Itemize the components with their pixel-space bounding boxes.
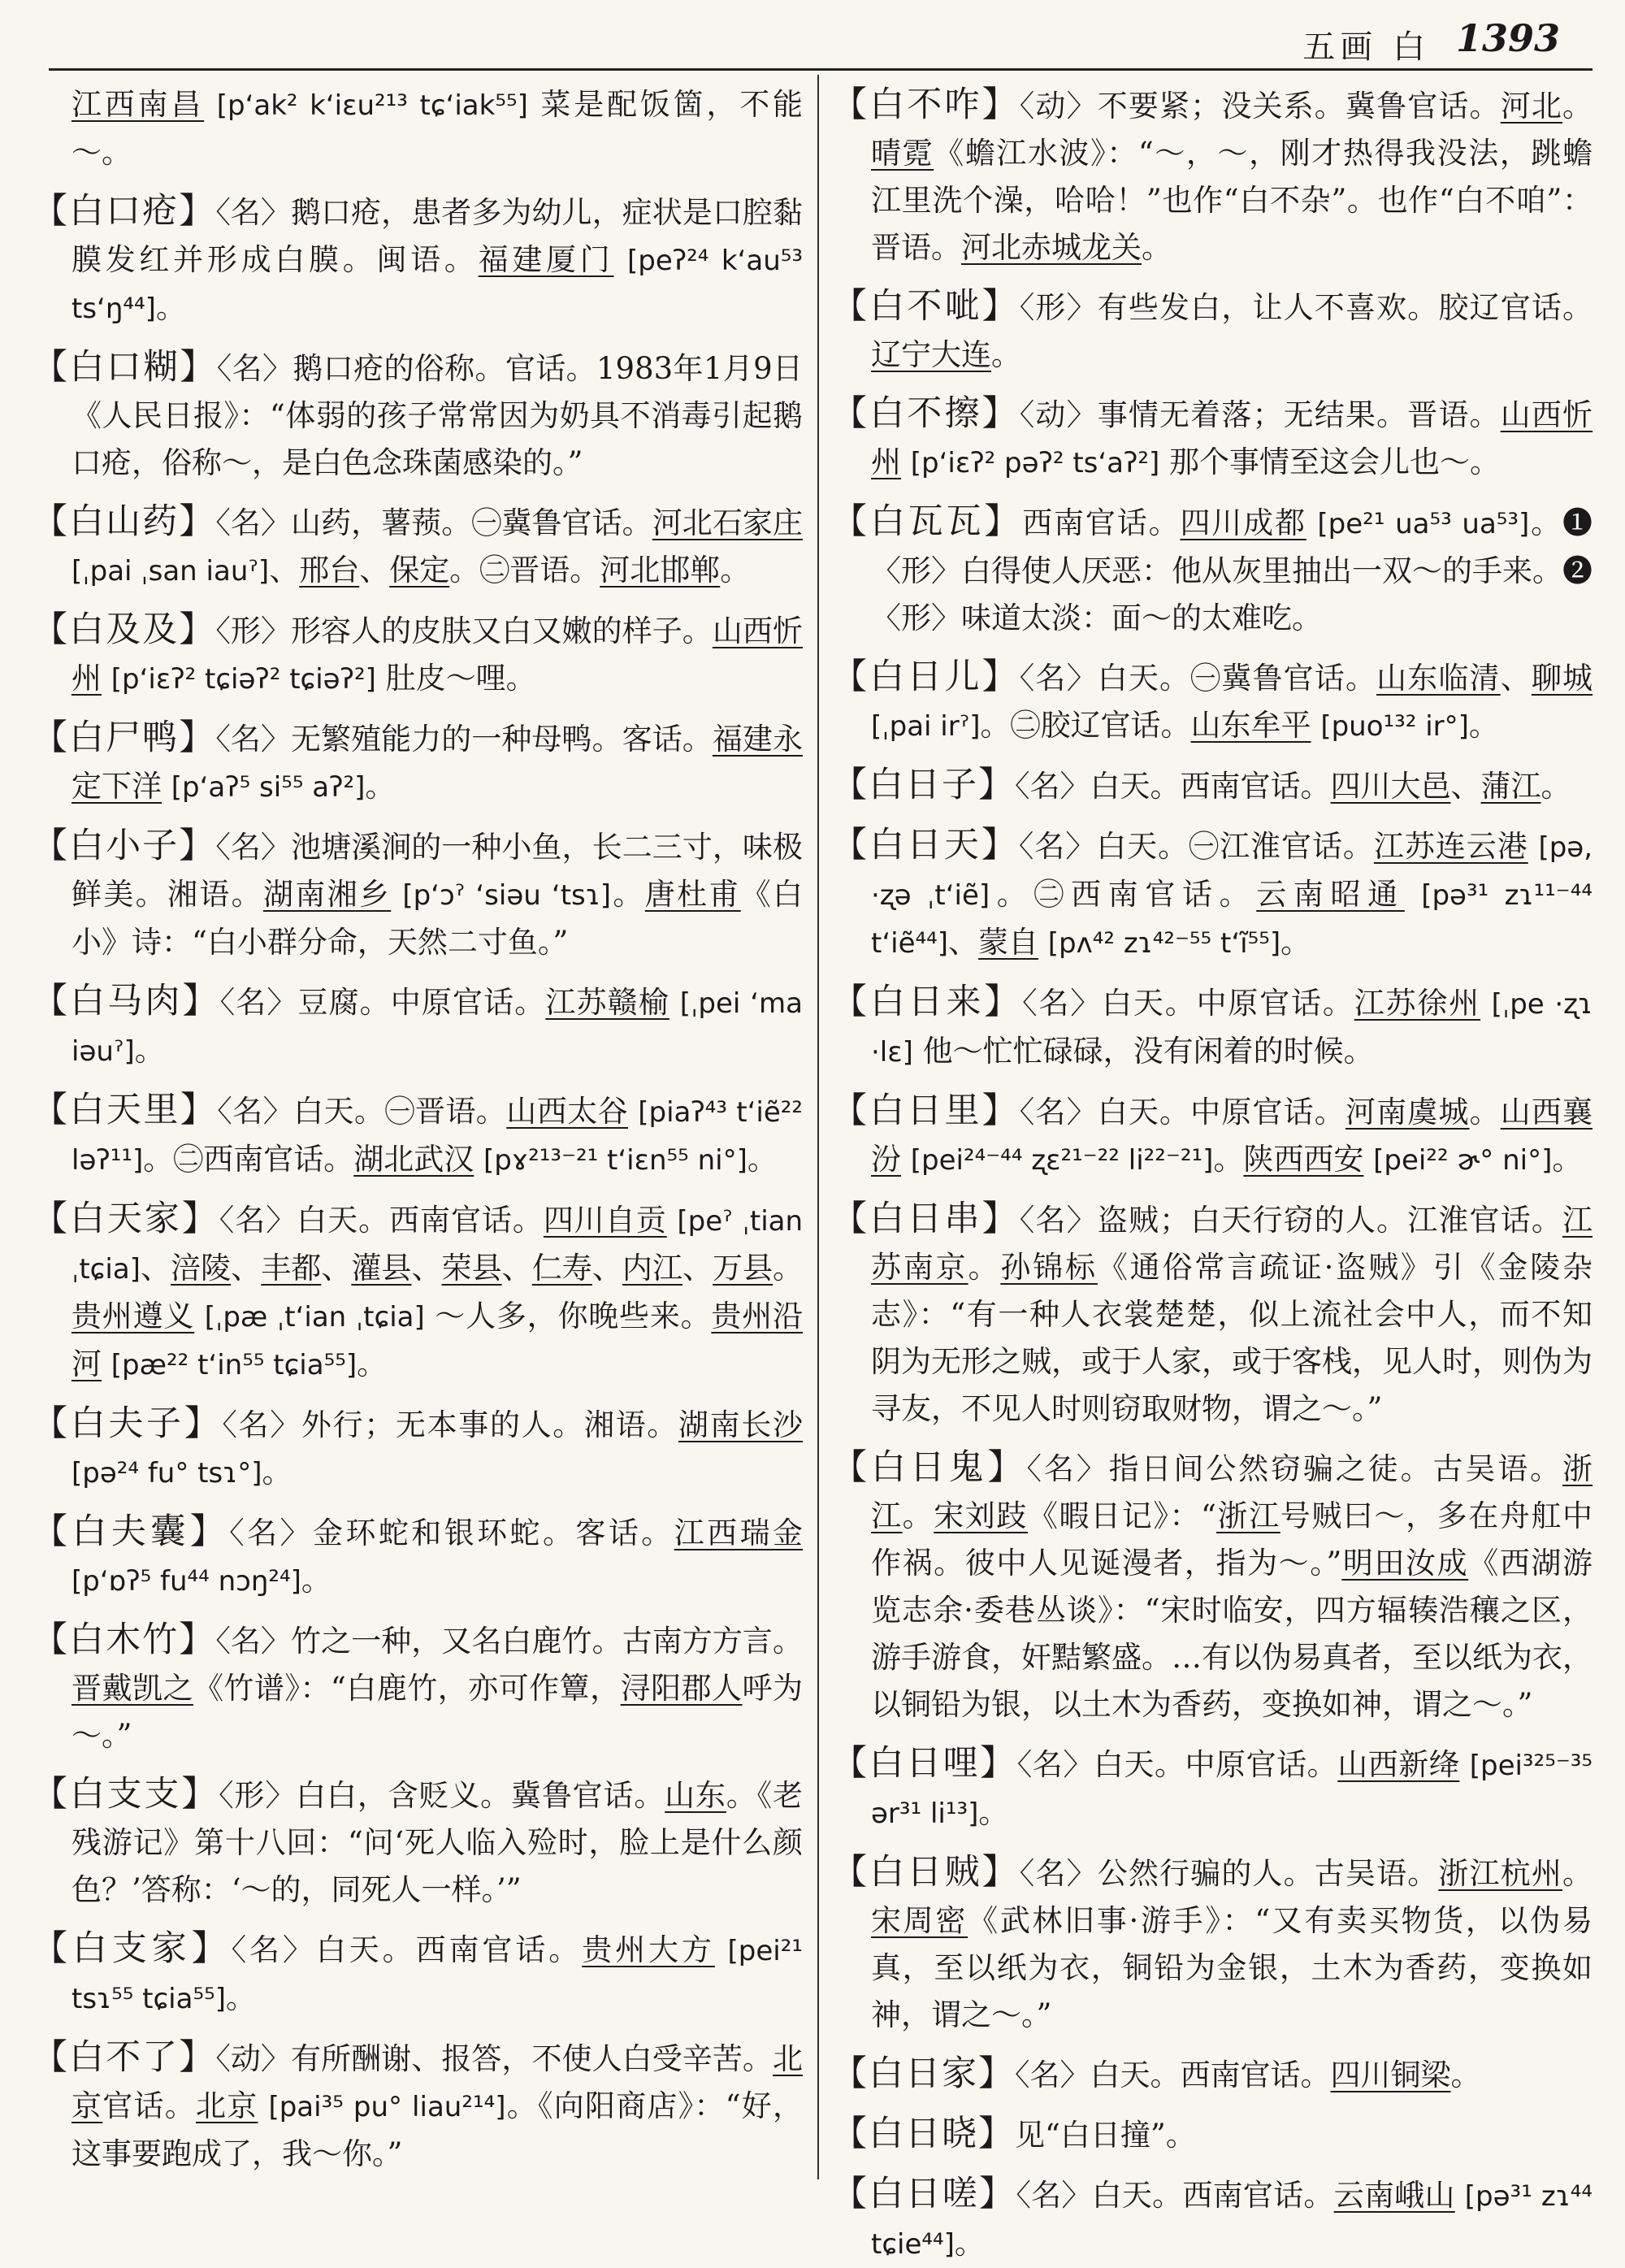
place-name: 仁寿 [531,1251,592,1286]
dictionary-entry [832,2050,1592,2099]
headword: 【白支支】 [32,1774,219,1815]
place-name: 聊城 [1531,661,1593,696]
place-name: 辽宁大连 [871,337,991,372]
place-name: 浙江 [871,1451,1593,1533]
phonetic-transcription: [peʔ²⁴ k‘au⁵³ ts‘ŋ⁴⁴] [72,245,804,325]
place-name: 邢台 [299,553,360,588]
place-name: 晴霓 [871,136,934,171]
place-name: 江西瑞金 [674,1516,804,1550]
place-name: 云南峨山 [1333,2178,1455,2213]
place-name: 内江 [622,1251,682,1286]
phonetic-transcription: [ˌpai ˌsan iauˀ] [72,555,270,588]
dictionary-entry [32,344,803,487]
place-name: 晋戴凯之 [72,1671,193,1706]
headword: 【白支家】 [32,1928,232,1969]
dictionary-entry [32,1925,803,2023]
phonetic-transcription: [ˌpæ ˌt‘ian ˌtɕia] [204,1301,425,1333]
phonetic-transcription: [peˀ ˌtian ˌtɕia] [72,1205,804,1286]
entry-definition: 〈名〉白天。㊀晋语。山西太谷 [piaʔ⁴³ t‘iẽ²² ləʔ¹¹]。㊁西南官话。湖北武汉 [pɤ²¹³⁻²¹ t‘iɛn⁵⁵ ni°]。 [72,1094,804,1177]
place-name: 北京 [72,2041,803,2123]
dictionary-entry [832,822,1592,967]
place-name: 浔阳郡人 [620,1671,743,1706]
entry-definition: 〈形〉有些发白，让人不喜欢。胶辽官话。辽宁大连。 [871,290,1593,372]
phonetic-transcription: [p‘ɒʔ⁵ fu⁴⁴ nɔŋ²⁴] [72,1565,301,1598]
column-divider [817,75,819,2179]
place-name: 明田汝成 [1341,1546,1469,1581]
right-column [832,81,1593,2261]
phonetic-transcription: [piaʔ⁴³ t‘iẽ²² ləʔ¹¹] [72,1096,804,1177]
headword: 【白日家】 [832,2053,1015,2094]
place-name: 福建厦门 [478,242,614,277]
dictionary-entry [832,2170,1592,2268]
dictionary-entry [832,978,1592,1076]
dictionary-entry [832,1195,1592,1433]
phonetic-transcription: [pə, ·ʐə ˌt‘iẽ] [871,831,1593,912]
phonetic-transcription: [p‘aʔ⁵ si⁵⁵ aʔ²] [171,771,366,804]
phonetic-transcription: [pə²⁴ fu° tsɿ°] [72,1457,262,1490]
dictionary-entry [32,606,803,703]
headword: 【白口疮】 [32,191,216,232]
place-name: 四川成都 [1180,505,1306,540]
headword: 【白山药】 [32,501,216,542]
headword: 【白马肉】 [32,981,220,1021]
place-name: 四川铜梁 [1330,2058,1451,2092]
place-name: 江苏赣榆 [545,985,670,1020]
entry-definition: 〈名〉盗贼；白天行窃的人。江淮官话。江苏南京。孙锦标《通俗常言疏证·盗贼》引《金陵杂志》：“有一种人衣裳楚楚，似上流社会中人，而不知阴为无形之贼，或于人家，或于客栈，见人时，则伪为寻友，不见人时则窃取财物，谓之～。” [871,1203,1593,1426]
place-name: 江苏连云港 [1373,829,1528,864]
dictionary-entry [832,761,1592,810]
place-name: 贵州遵义 [72,1299,195,1333]
dictionary-entry [832,1444,1592,1728]
headword: 【白日来】 [832,982,1023,1022]
dictionary-entry [832,653,1592,750]
entry-definition: 〈名〉白天。西南官话。四川大邑、蒲江。 [1015,769,1571,804]
headword: 【白瓦瓦】 [832,501,1023,542]
place-name: 蒲江 [1480,769,1541,804]
headword: 【白日串】 [832,1199,1020,1239]
place-name: 涪陵 [171,1251,232,1286]
dictionary-entry [832,283,1592,379]
place-name: 河南虞城 [1345,1095,1470,1130]
dictionary-entry [32,188,803,332]
place-name: 湖北武汉 [353,1142,474,1177]
phonetic-transcription: [p‘ɔˀ ‘siəu ‘tsɿ] [402,879,612,912]
dictionary-entry [32,822,803,966]
phonetic-transcription: [pei²⁴⁻⁴⁴ ʐɛ²¹⁻²² li²²⁻²¹] [910,1144,1214,1177]
headword: 【白天里】 [32,1090,218,1130]
phonetic-transcription: [ˌpei ‘ma iəuˀ] [72,987,804,1068]
headword: 【白夫子】 [32,1403,223,1444]
place-name: 贵州大方 [582,1932,715,1967]
entry-definition: 〈名〉金环蛇和银环蛇。客话。江西瑞金 [p‘ɒʔ⁵ fu⁴⁴ nɔŋ²⁴]。 [72,1516,804,1598]
dictionary-entry [832,81,1592,271]
header-rule [49,68,1592,71]
phonetic-transcription: [pei²¹ tsɿ⁵⁵ tɕia⁵⁵] [72,1935,804,2015]
place-name: 湖南湘乡 [262,877,392,912]
headword: 【白小子】 [32,826,216,866]
place-name: 河北石家庄 [652,505,803,540]
place-name: 江西南昌 [72,87,205,122]
dictionary-entry [32,1616,803,1759]
phonetic-transcription: [pə³¹ zɿ¹¹⁻⁴⁴ t‘iẽ⁴⁴] [871,879,1592,960]
phonetic-transcription: [puo¹³² ir°] [1320,710,1469,743]
phonetic-transcription: [pe²¹ ua⁵³ ua⁵³] [1317,508,1530,540]
place-name: 江苏徐州 [1354,986,1480,1021]
headword: 【白日里】 [832,1091,1020,1131]
dictionary-entry [832,498,1592,642]
place-name: 福建永定下洋 [72,722,803,804]
headword: 【白不了】 [32,2037,216,2078]
entry-definition: 〈动〉不要紧；没关系。冀鲁官话。河北。晴霓《蟾江水波》：“～，～，刚才热得我没法，跳蟾江里洗个澡，哈哈！”也作“白不杂”。也作“白不咱”：晋语。河北赤城龙关。 [871,89,1593,265]
place-name: 河北邯郸 [600,553,721,588]
headword: 【白日哩】 [832,1743,1017,1784]
left-column [32,81,803,2186]
headword: 【白不呲】 [832,286,1020,327]
headword: 【白日儿】 [832,657,1020,697]
place-name: 宋刘跂 [934,1498,1028,1533]
entry-definition: 〈名〉指日间公然窃骗之徒。古吴语。浙江。宋刘跂《暇日记》：“浙江号贼曰～，多在舟舡中作祸。彼中人见诞漫者，指为～。”明田汝成《西湖游览志余·委巷丛谈》：“宋时临安，四方辐辏浩穰之区，游手游食，奸黠繁盛。…有以伪易真者，至以纸为衣，以铜铅为银，以土木为香药，变换如神，谓之～。” [871,1451,1593,1722]
phonetic-transcription: [pæ²² t‘in⁵⁵ tɕia⁵⁵] [110,1349,358,1381]
entry-definition: 〈名〉豆腐。中原官话。江苏赣榆 [ˌpei ‘ma iəuˀ]。 [72,985,804,1068]
headword: 【白不擦】 [832,393,1020,434]
headword: 【白日贼】 [832,1852,1020,1893]
place-name: 浙江 [1216,1498,1280,1533]
dictionary-entry [32,1400,803,1497]
entry-definition: 〈形〉白白，含贬义。冀鲁官话。山东。《老残游记》第十八回：“问‘死人临入殓时，脸上是什么颜色？’答称：‘～的，同死人一样。’” [72,1778,804,1907]
phonetic-transcription: [ˌpe ·ʐɿ ·lɛ] [871,988,1593,1069]
place-name: 山西忻州 [871,397,1593,479]
headword: 【白夫囊】 [32,1511,230,1552]
dictionary-entry [832,1087,1592,1184]
place-name: 云南昭通 [1256,877,1405,912]
phonetic-transcription: [pai³⁵ pu° liau²¹⁴] [268,2091,506,2123]
place-name: 山东牟平 [1190,708,1311,743]
entry-definition: 〈名〉白天。西南官话。四川自贡 [peˀ ˌtian ˌtɕia]、涪陵、丰都、灌县、荣县、仁寿、内江、万县。贵州遵义 [ˌpæ ˌt‘ian ˌtɕia] ～人多，你晚些来。贵州沿河 [pæ²² t‘in⁵⁵ tɕia⁵⁵]。 [72,1203,804,1381]
place-name: 江苏南京 [871,1203,1593,1285]
dictionary-entry [32,1195,803,1389]
headword: 【白日嗟】 [832,2174,1016,2214]
dictionary-entry [32,2034,803,2178]
headword: 【白尸鸭】 [32,718,216,758]
page-header [0,11,1625,68]
place-name: 陕西西安 [1243,1142,1364,1177]
entry-definition: 〈名〉山药，薯蓣。㊀冀鲁官话。河北石家庄 [ˌpai ˌsan iauˀ]、邢台、保定。㊁晋语。河北邯郸。 [72,505,803,588]
place-name: 山东临清 [1376,661,1501,696]
dictionary-entry [832,1740,1592,1837]
dictionary-entry [32,978,803,1075]
headword: 【白日子】 [832,765,1015,805]
entry-definition: 江西南昌 [p‘ak² k‘iɛu²¹³ tɕ‘iak⁵⁵] 菜是配饭箇，不能～。 [72,87,803,170]
dictionary-entry [832,2110,1592,2159]
entry-definition: 〈名〉公然行骗的人。古吴语。浙江杭州。宋周密《武林旧事·游手》：“又有卖买物货，以伪易真，至以纸为衣，铜铅为金银，土木为香药，变换如神，谓之～。” [871,1856,1593,2032]
headword: 【白日鬼】 [832,1447,1027,1488]
place-name: 丰都 [261,1251,322,1286]
place-name: 宋周密 [871,1903,968,1938]
headword: 【白日晓】 [832,2114,1015,2154]
place-name: 山东 [665,1778,726,1813]
place-name: 唐杜甫 [644,877,741,912]
entry-definition: 〈名〉鹅口疮的俗称。官话。1983年1月9日《人民日报》：“体弱的孩子常常因为奶具不消毒引起鹅口疮，俗称～，是白色念珠菌感染的。” [72,351,803,480]
phonetic-transcription: [pei²² ɚ° ni°] [1373,1144,1553,1177]
place-name: 荣县 [441,1251,502,1286]
headword: 【白不咋】 [832,85,1020,125]
place-name: 山西新绛 [1337,1747,1460,1782]
phonetic-transcription: [pɤ²¹³⁻²¹ t‘iɛn⁵⁵ ni°] [483,1144,748,1177]
running-head: 五画 白 [1302,28,1430,66]
entry-definition: 见“白日撞”。 [1015,2118,1196,2153]
dictionary-entry [32,1086,803,1184]
entry-definition: 〈名〉竹之一种，又名白鹿竹。古南方方言。晋戴凯之《竹谱》：“白鹿竹，亦可作簟，浔阳郡人呼为～。” [72,1624,804,1753]
place-name: 万县 [713,1251,774,1286]
place-name: 山西太谷 [506,1094,629,1129]
entry-definition: 〈名〉外行；无本事的人。湘语。湖南长沙 [pə²⁴ fu° tsɿ°]。 [72,1407,804,1490]
entry-definition: 〈名〉白天。中原官话。山西新绛 [pei³²⁵⁻³⁵ ər³¹ li¹³]。 [871,1747,1593,1830]
entry-definition: 〈名〉鹅口疮，患者多为幼儿，症状是口腔黏膜发红并形成白膜。闽语。福建厦门 [peʔ²⁴ k‘au⁵³ ts‘ŋ⁴⁴]。 [72,195,804,325]
headword: 【白口糊】 [32,347,217,388]
entry-definition: 〈名〉白天。㊀江淮官话。江苏连云港 [pə, ·ʐə ˌt‘iẽ]。㊁西南官话。云南昭通 [pə³¹ zɿ¹¹⁻⁴⁴ t‘iẽ⁴⁴]、蒙自 [pʌ⁴² zɿ⁴²⁻⁵⁵ t‘ĩ⁵⁵]。 [871,829,1593,960]
entry-definition: 〈名〉白天。西南官话。贵州大方 [pei²¹ tsɿ⁵⁵ tɕia⁵⁵]。 [72,1932,804,2015]
phonetic-transcription: [ˌpai irˀ] [871,710,981,743]
phonetic-transcription: [pei³²⁵⁻³⁵ ər³¹ li¹³] [871,1750,1593,1830]
entry-definition: 〈名〉白天。中原官话。江苏徐州 [ˌpe ·ʐɿ ·lɛ] 他～忙忙碌碌，没有闲着的时候。 [871,986,1593,1069]
entry-definition: 〈名〉白天。西南官话。云南峨山 [pə³¹ zɿ⁴⁴ tɕie⁴⁴]。 [871,2178,1593,2261]
entry-definition: 〈动〉有所酬谢、报答，不使人白受辛苦。北京官话。北京 [pai³⁵ pu° liau²¹⁴]。《向阳商店》：“好，这事要跑成了，我～你。” [72,2041,804,2171]
dictionary-entry [32,714,803,811]
headword: 【白及及】 [32,609,216,650]
headword: 【白木竹】 [32,1620,216,1660]
dictionary-entry [832,1849,1592,2039]
page-number: 1393 [1455,16,1560,60]
place-name: 山西忻州 [72,614,803,696]
entry-continuation [32,81,803,176]
entry-definition: 〈形〉形容人的皮肤又白又嫩的样子。山西忻州 [p‘iɛʔ² tɕiəʔ² tɕiəʔ²] 肚皮～哩。 [72,614,803,696]
headword: 【白日天】 [832,825,1019,865]
entry-definition: 西南官话。四川成都 [pe²¹ ua⁵³ ua⁵³]。❶〈形〉白得使人厌恶：他从灰里抽出一双～的手来。❷〈形〉味道太淡：面～的太难吃。 [871,505,1592,635]
phonetic-transcription: [p‘iɛʔ² pəʔ² ts‘aʔ²] [910,447,1160,479]
place-name: 浙江杭州 [1438,1856,1563,1891]
dictionary-entry [32,1771,803,1914]
headword: 【白天家】 [32,1199,219,1239]
place-name: 四川大邑 [1330,769,1451,804]
phonetic-transcription: [p‘iɛʔ² tɕiəʔ² tɕiəʔ²] [110,663,376,696]
place-name: 孙锦标 [1000,1250,1098,1285]
place-name: 四川自贡 [543,1203,667,1238]
place-name: 灌县 [351,1251,412,1286]
entry-definition: 〈动〉事情无着落；无结果。晋语。山西忻州 [p‘iɛʔ² pəʔ² ts‘aʔ²] 那个事情至这会儿也～。 [871,397,1593,479]
place-name: 山西襄汾 [871,1095,1593,1177]
dictionary-entry [832,390,1592,487]
phonetic-transcription: [p‘ak² k‘iɛu²¹³ tɕ‘iak⁵⁵] [216,89,528,122]
dictionary-entry [32,498,803,595]
place-name: 保定 [389,553,450,588]
place-name: 贵州沿河 [72,1299,804,1381]
dictionary-entry [32,1508,803,1605]
entry-definition: 〈名〉白天。㊀冀鲁官话。山东临清、聊城 [ˌpai irˀ]。㊁胶辽官话。山东牟平 [puo¹³² ir°]。 [871,661,1593,743]
entry-definition: 〈名〉池塘溪涧的一种小鱼，长二三寸，味极鲜美。湘语。湖南湘乡 [p‘ɔˀ ‘siəu ‘tsɿ]。唐杜甫《白小》诗：“白小群分命，天然二寸鱼。” [72,830,804,960]
place-name: 河北赤城龙关 [961,230,1142,265]
phonetic-transcription: [pʌ⁴² zɿ⁴²⁻⁵⁵ t‘ĩ⁵⁵] [1047,927,1281,960]
place-name: 湖南长沙 [678,1407,804,1442]
entry-definition: 〈名〉白天。中原官话。河南虞城。山西襄汾 [pei²⁴⁻⁴⁴ ʐɛ²¹⁻²² li²²⁻²¹]。陕西西安 [pei²² ɚ° ni°]。 [871,1095,1593,1177]
phonetic-transcription: [pə³¹ zɿ⁴⁴ tɕie⁴⁴] [871,2180,1593,2261]
place-name: 蒙自 [978,925,1039,960]
place-name: 北京 [195,2088,258,2123]
entry-definition: 〈名〉白天。西南官话。四川铜梁。 [1015,2058,1481,2092]
place-name: 河北 [1500,89,1563,124]
entry-definition: 〈名〉无繁殖能力的一种母鸭。客话。福建永定下洋 [p‘aʔ⁵ si⁵⁵ aʔ²]。 [72,722,803,804]
